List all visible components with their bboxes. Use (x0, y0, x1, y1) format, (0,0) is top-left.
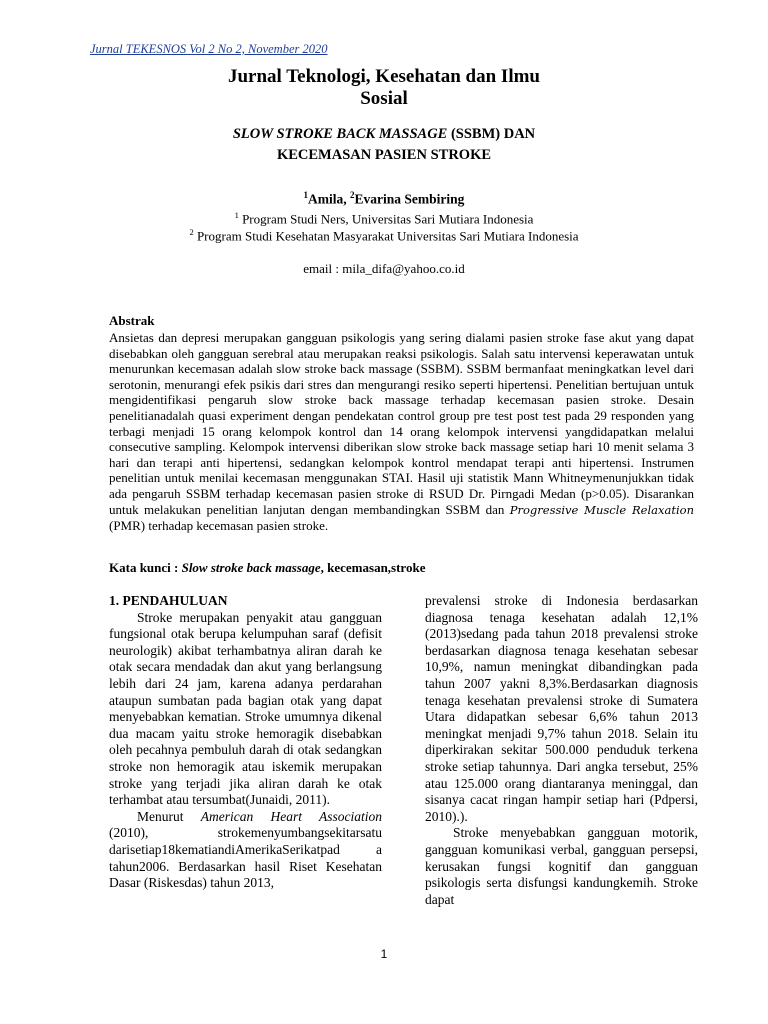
abstract-text (109, 330, 694, 534)
abstract-body: Ansietas dan depresi merupakan gangguan psikologis yang sering dialami pasien stroke fase akut yang dapat disebabkan oleh gangguan serebral atau merupakan reaksi psikologis. Salah satu intervensi keperawatan untuk menurunkan kecemasan adalah slow stroke back massage (SSBM). SSBM bermanfaat meningkatkan level dari serotonin, menurangi efek psikis dari stres dan mengurangi resiko seperti hipertensi. Penelitian bertujuan untuk mengidentifikasi pengaruh slow stroke back massage terhadap kecemasan pasien stroke. Desain penelitianadalah quasi experiment dengan pendekatan control group pre test post test pada 29 responden yang terbagi menjadi 15 orang kelompok kontrol dan 14 orang kelompok intervensi yangdidapatkan melalui consecutive sampling. Kelompok intervensi diberikan slow stroke back massage setiap hari 10 menit selama 3 hari dan terapi anti hipertensi, sedangkan kelompok kontrol mendapat terapi anti hipertensi. Instrumen penelitian untuk menilai kecemasan menggunakan STAI. Hasil uji statistik Mann Whitneymenunjukkan tidak ada pengaruh SSBM terhadap kecemasan pasien stroke di RSUD Dr. Pirngadi Medan (p>0.05). Disarankan untuk melakukan penelitian lanjutan dengan membandingkan SSBM dan (109, 330, 694, 517)
author-sup-2: 2 (350, 190, 355, 200)
affiliation-2-text: Program Studi Kesehatan Masyarakat Universitas Sari Mutiara Indonesia (193, 228, 579, 244)
intro-paragraph-1: Stroke merupakan penyakit atau gangguan fungsional otak berupa kelumpuhan saraf (defisit neurologik) akibat terhambatnya aliran darah ke otak secara mendadak dan akut yang berlangsung lebih dari 24 jam, karena adanya perdarahan ataupun sumbatan pada bagian otak yang dapat menyebabkan kematian. Stroke umumnya dikenal dua macam yaitu stroke hemoragik disebabkan oleh pecahnya pembuluh darah di otak sedangkan stroke non hemoragik atau iskemik merupakan stroke yang terjadi jika aliran darah ke otak terhambat atau tersumbat(Junaidi, 2011). (109, 609, 382, 808)
affiliation-1-text: Program Studi Ners, Universitas Sari Mutiara Indonesia (238, 211, 534, 227)
right-paragraph-2: Stroke menyebabkan gangguan motorik, gangguan komunikasi verbal, gangguan persepsi, kerusakan fungsi kognitif dan gangguan psikologis serta disfungsi kandungkemih. Stroke dapat (425, 825, 698, 907)
intro-paragraph-2-italic: American Heart Association (200, 808, 382, 824)
abstract-heading: Abstrak (109, 313, 155, 328)
authors (0, 190, 768, 208)
left-column (109, 593, 382, 892)
right-column (425, 593, 698, 908)
article-title-italic: SLOW STROKE BACK MASSAGE (232, 126, 448, 142)
article-title (0, 124, 768, 166)
affiliation-2-sup: 2 (189, 227, 194, 237)
article-title-line1 (0, 124, 768, 145)
keywords (109, 560, 425, 576)
keywords-label: Kata kunci : (109, 560, 182, 575)
intro-paragraph-2 (109, 809, 382, 892)
journal-title (0, 66, 768, 110)
keywords-rest: , kecemasan,stroke (320, 560, 426, 575)
abstract-tail: (PMR) terhadap kecemasan pasien stroke. (109, 518, 329, 534)
author-name-1: Amila, (308, 191, 351, 207)
running-head[interactable]: Jurnal TEKESNOS Vol 2 No 2, November 2020 (90, 42, 328, 56)
article-title-line2: KECEMASAN PASIEN STROKE (276, 147, 492, 163)
abstract-pmr-italic: Progressive Muscle Relaxation (509, 502, 694, 517)
author-sup-1: 1 (303, 190, 309, 200)
intro-paragraph-2-start: Menurut (137, 808, 201, 824)
keywords-italic: Slow stroke back massage (181, 560, 321, 575)
right-paragraph-1: prevalensi stroke di Indonesia berdasarkan diagnosa tenaga kesehatan adalah 12,1% (2013)sedang pada tahun 2018 prevalensi stroke berdasarkan diagnosa tenaga kesehatan sebesar 10,9%, namun meningkat dibandingkan pada tahun 2007 yakni 8,3%.Berdasarkan diagnosis tenaga kesehatan prevalensi stroke di Sumatera Utara didapatkan sebesar 6,6% tahun 2013 meningkat menjadi 9,7% tahun 2018. Selain itu diperkirakan sekitar 500.000 penduduk terkena stroke setiap tahunnya. Dari angka tersebut, 25% atau 125.000 orang diantaranya meninggal, dan sisanya cacat ringan hampir setiap hari (Pdpersi, 2010).). (425, 593, 698, 824)
article-title-rest: (SSBM) DAN (447, 126, 536, 142)
author-email[interactable]: email : mila_difa@yahoo.co.id (303, 261, 465, 276)
section-heading-introduction: 1. PENDAHULUAN (109, 593, 228, 608)
affiliation-1-sup: 1 (234, 210, 239, 220)
page-number: 1 (380, 947, 388, 961)
journal-title-line1: Jurnal Teknologi, Kesehatan dan Ilmu (227, 66, 540, 87)
author-name-2: Evarina Sembiring (354, 191, 465, 207)
journal-title-line2: Sosial (360, 88, 408, 109)
intro-paragraph-2-rest: (2010), strokemenyumbangsekitarsatu darisetiap18kematiandiAmerikaSerikatpad a tahun2006. Berdasarkan hasil Riset Kesehatan Dasar (Riskesdas) tahun 2013, (109, 825, 382, 891)
affiliation-2 (0, 227, 768, 244)
affiliation-1 (0, 210, 768, 227)
